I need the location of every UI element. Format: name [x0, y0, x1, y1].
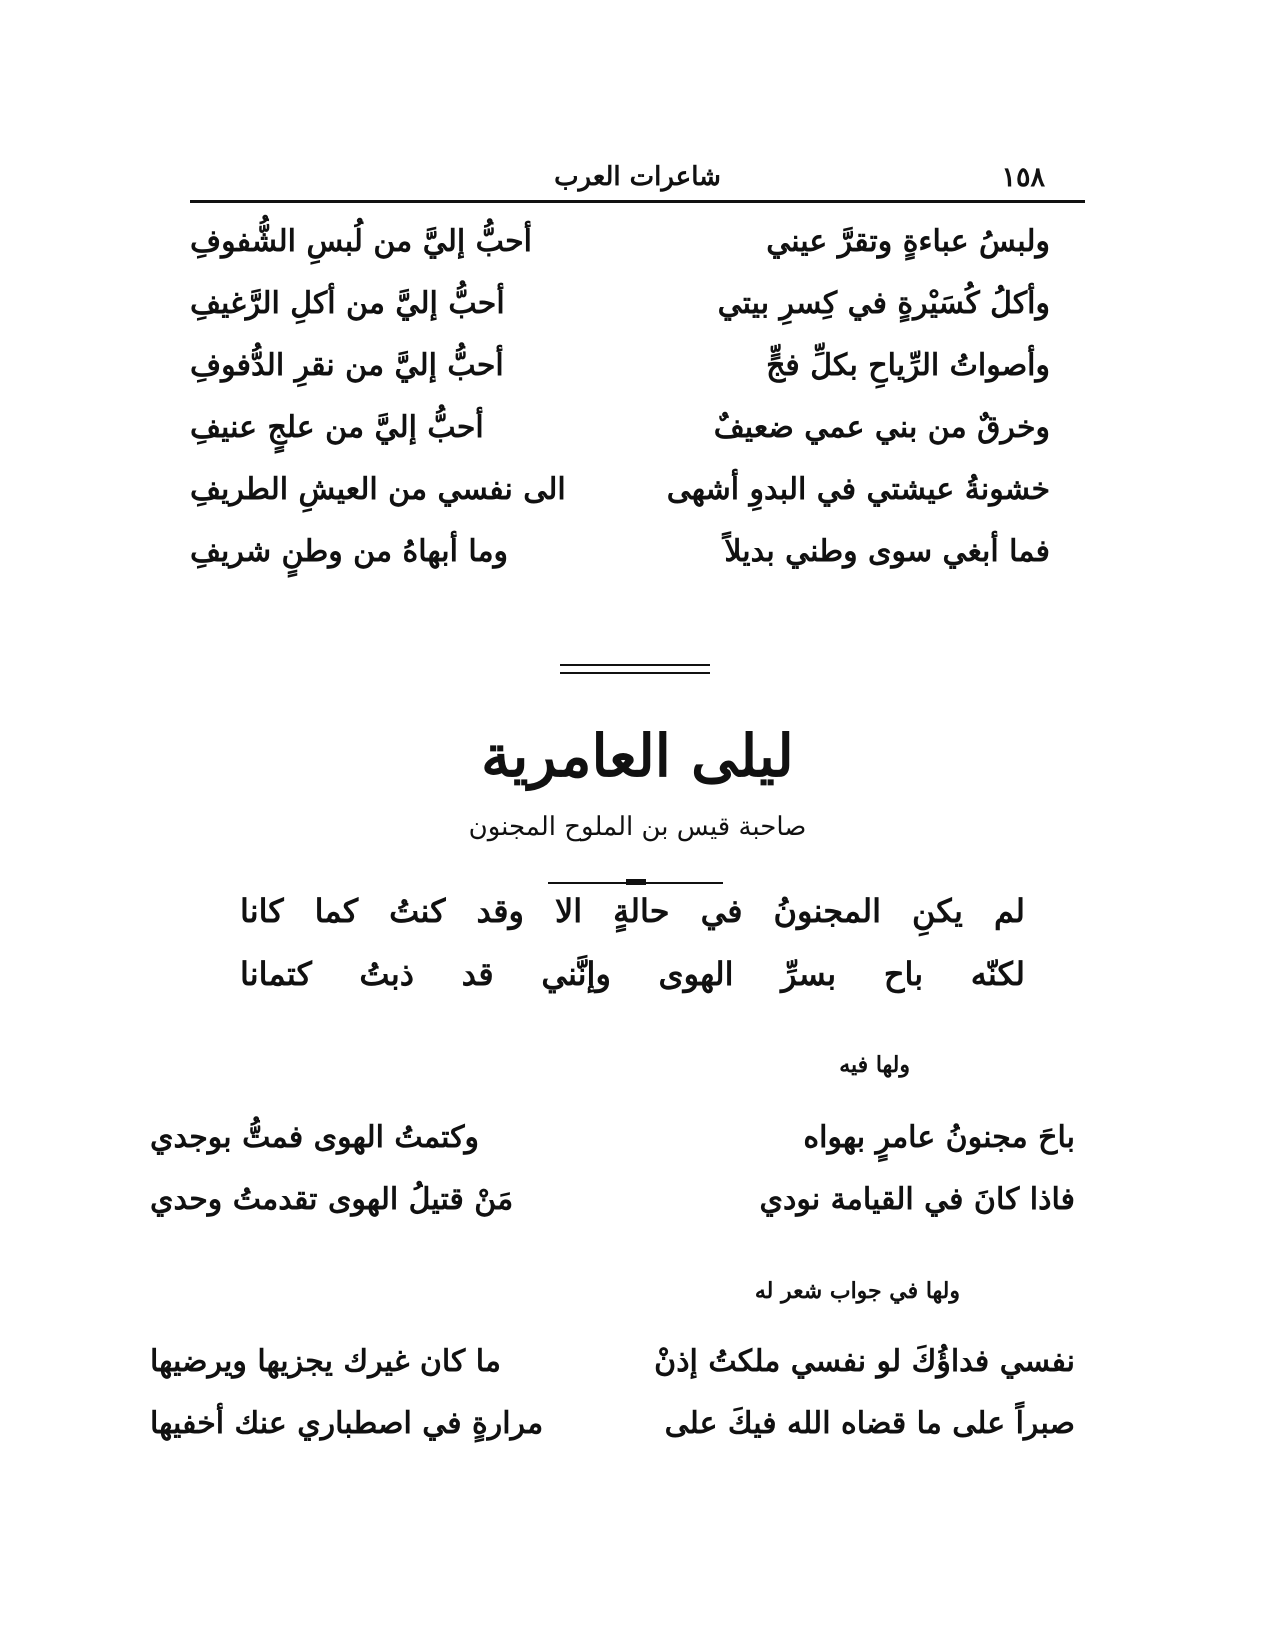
verse-first-hemistich: فما أبغي سوى وطني بديلاً: [724, 534, 1050, 569]
section-intro: ولها فيه: [839, 1052, 910, 1078]
verse-line: [190, 522, 1050, 582]
verse-second-hemistich: أحبُّ إليَّ من نقرِ الدُّفوفِ: [190, 348, 504, 383]
verse-second-hemistich: أحبُّ إليَّ من علجٍ عنيفِ: [190, 410, 484, 445]
verse-line: لكنّه باح بسرِّ الهوى وإنَّني قد ذبتُ كتمانا: [240, 955, 1025, 993]
verse-line: [190, 212, 1050, 272]
verse-second-hemistich: مرارةٍ في اصطباري عنك أخفيها: [150, 1406, 544, 1441]
verse-line: [150, 1108, 1075, 1168]
poem-4: [150, 1332, 1075, 1462]
poet-name-heading: ليلى العامرية: [481, 722, 794, 790]
book-title: شاعرات العرب: [554, 162, 721, 192]
section-intro: ولها في جواب شعر له: [754, 1278, 960, 1304]
verse-first-hemistich: وخرقٌ من بني عمي ضعيفٌ: [713, 410, 1050, 445]
verse-first-hemistich: ولبسُ عباءةٍ وتقرَّ عيني: [766, 224, 1050, 259]
verse-line: [150, 1170, 1075, 1230]
verse-second-hemistich: أحبُّ إليَّ من لُبسِ الشُّفوفِ: [190, 224, 532, 259]
poem-1: [190, 212, 1050, 582]
verse-line: [150, 1332, 1075, 1392]
page-number: ١٥٨: [1001, 162, 1045, 193]
verse-second-hemistich: مَنْ قتيلُ الهوى تقدمتُ وحدي: [150, 1182, 514, 1217]
verse-first-hemistich: خشونةُ عيشتي في البدوِ أشهى: [666, 472, 1050, 507]
verse-first-hemistich: فاذا كانَ في القيامة نودي: [759, 1182, 1075, 1217]
ornament-rule-center: [626, 879, 646, 885]
verse-first-hemistich: صبراً على ما قضاه الله فيكَ على: [664, 1406, 1075, 1441]
verse-line: [190, 274, 1050, 334]
verse-first-hemistich: باحَ مجنونُ عامرٍ بهواه: [803, 1120, 1075, 1155]
verse-line: [190, 460, 1050, 520]
verse-line: [190, 398, 1050, 458]
verse-second-hemistich: أحبُّ إليَّ من أكلِ الرَّغيفِ: [190, 286, 505, 321]
poet-subtitle: صاحبة قيس بن الملوح المجنون: [468, 812, 807, 842]
verse-first-hemistich: نفسي فداؤُكَ لو نفسي ملكتُ إذنْ: [654, 1344, 1075, 1379]
verse-line: [190, 336, 1050, 396]
verse-second-hemistich: وكتمتُ الهوى فمتُّ بوجدي: [150, 1120, 480, 1155]
verse-first-hemistich: وأكلُ كُسَيْرةٍ في كِسرِ بيتي: [717, 286, 1050, 321]
verse-first-hemistich: وأصواتُ الرِّياحِ بكلِّ فجٍّ: [766, 348, 1050, 383]
verse-line: لم يكنِ المجنونُ في حالةٍ الا وقد كنتُ كما كانا: [240, 892, 1025, 930]
section-divider: [560, 664, 710, 674]
running-header: [190, 160, 1085, 203]
verse-line: [150, 1394, 1075, 1454]
verse-second-hemistich: ما كان غيرك يجزيها ويرضيها: [150, 1344, 501, 1379]
poem-3: [150, 1108, 1075, 1238]
verse-second-hemistich: وما أبهاهُ من وطنٍ شريفِ: [190, 534, 509, 569]
verse-second-hemistich: الى نفسي من العيشِ الطريفِ: [190, 472, 566, 507]
